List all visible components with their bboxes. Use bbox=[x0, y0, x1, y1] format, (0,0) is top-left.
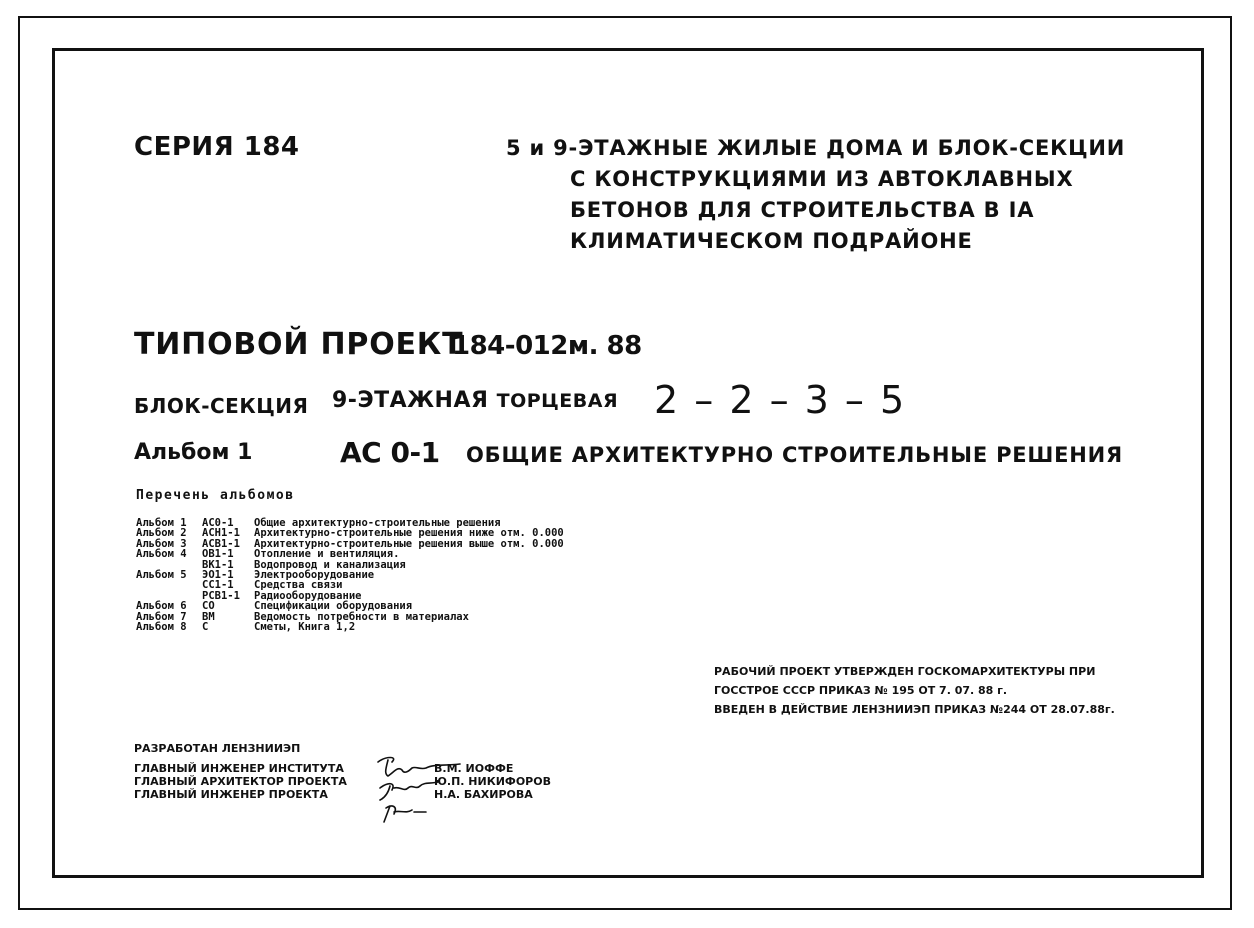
albums-list bbox=[136, 518, 564, 632]
signatories-table bbox=[134, 762, 551, 801]
signatory-row bbox=[134, 775, 551, 788]
section-floors: 9-ЭТАЖНАЯ bbox=[332, 388, 489, 413]
album-list-album: Альбом 6 bbox=[136, 600, 187, 613]
title-line-4: КЛИМАТИЧЕСКОМ ПОДРАЙОНЕ bbox=[570, 229, 973, 253]
album-list-name: Электрооборудование bbox=[254, 568, 375, 581]
album-list-name: Водопровод и канализация bbox=[254, 558, 406, 571]
album-list-code: ОВ1-1 bbox=[202, 548, 234, 561]
album-list-album: Альбом 3 bbox=[136, 537, 187, 550]
album-list-name: Сметы, Книга 1,2 bbox=[254, 620, 356, 633]
signatory-position: ГЛАВНЫЙ ИНЖЕНЕР ПРОЕКТА bbox=[134, 788, 328, 801]
signatory-name: Н.А. БАХИРОВА bbox=[434, 788, 533, 801]
signatory-name: В.М. ИОФФЕ bbox=[434, 762, 514, 775]
album-list-code: ВК1-1 bbox=[202, 558, 234, 571]
album-list-code: СС1-1 bbox=[202, 579, 234, 592]
album-list-name: Радиооборудование bbox=[254, 589, 362, 602]
section-code: 2 – 2 – 3 – 5 bbox=[654, 378, 907, 422]
project-number: 184-012м. 88 bbox=[452, 331, 642, 361]
album-list-code: АСВ1-1 bbox=[202, 537, 240, 550]
album-list-album: Альбом 5 bbox=[136, 568, 187, 581]
series-label: СЕРИЯ 184 bbox=[134, 132, 300, 162]
album-list-code: АС0-1 bbox=[202, 517, 234, 529]
album-list-album: Альбом 8 bbox=[136, 620, 187, 633]
signatory-row bbox=[134, 762, 551, 775]
album-list-album: Альбом 7 bbox=[136, 610, 187, 623]
album-list-album: Альбом 4 bbox=[136, 548, 187, 561]
signatures-drawing bbox=[364, 752, 474, 826]
project-title bbox=[506, 133, 1125, 257]
signatory-position: ГЛАВНЫЙ ИНЖЕНЕР ИНСТИТУТА bbox=[134, 762, 344, 775]
album-list-code: АСН1-1 bbox=[202, 527, 240, 540]
album-label: Альбом 1 bbox=[134, 440, 253, 465]
approval-block bbox=[714, 662, 1115, 719]
section-kind: ТОРЦЕВАЯ bbox=[496, 390, 619, 412]
album-list-name: Средства связи bbox=[254, 579, 343, 592]
title-line-2: С КОНСТРУКЦИЯМИ ИЗ АВТОКЛАВНЫХ bbox=[570, 167, 1074, 191]
signatory-row bbox=[134, 788, 551, 801]
album-code: АС 0-1 bbox=[340, 436, 440, 469]
developer-label: РАЗРАБОТАН ЛЕНЗНИИЭП bbox=[134, 742, 301, 755]
album-list-code: СО bbox=[202, 600, 215, 613]
approval-line-2: ГОССТРОЕ СССР ПРИКАЗ № 195 ОТ 7. 07. 88 г. bbox=[714, 684, 1008, 697]
album-list-name: Отопление и вентиляция. bbox=[254, 548, 400, 561]
albums-list-title: Перечень альбомов bbox=[136, 488, 295, 503]
album-list-code: РСВ1-1 bbox=[202, 589, 240, 602]
album-list-row bbox=[136, 601, 564, 611]
album-list-row bbox=[136, 622, 564, 632]
signatory-position: ГЛАВНЫЙ АРХИТЕКТОР ПРОЕКТА bbox=[134, 775, 347, 788]
album-list-row bbox=[136, 570, 564, 580]
album-list-name: Архитектурно-строительные решения выше отм. 0.000 bbox=[254, 537, 564, 550]
album-list-album: Альбом 2 bbox=[136, 527, 187, 540]
approval-line-1: РАБОЧИЙ ПРОЕКТ УТВЕРЖДЕН ГОСКОМАРХИТЕКТУРЫ ПРИ bbox=[714, 665, 1096, 678]
album-list-name: Общие архитектурно-строительные решения bbox=[254, 517, 501, 529]
section-type bbox=[332, 388, 618, 413]
album-list-album: Альбом 1 bbox=[136, 517, 187, 529]
album-list-name: Архитектурно-строительные решения ниже отм. 0.000 bbox=[254, 527, 564, 540]
title-line-1: 5 и 9-ЭТАЖНЫЕ ЖИЛЫЕ ДОМА И БЛОК-СЕКЦИИ bbox=[506, 136, 1126, 160]
album-list-code: ВМ bbox=[202, 610, 215, 623]
album-list-album bbox=[136, 580, 202, 590]
album-list-name: Ведомость потребности в материалах bbox=[254, 610, 469, 623]
signatory-name: Ю.П. НИКИФОРОВ bbox=[434, 775, 551, 788]
album-list-name: Спецификации оборудования bbox=[254, 600, 413, 613]
handwritten-signatures bbox=[364, 752, 474, 826]
album-list-code: ЭО1-1 bbox=[202, 568, 234, 581]
title-line-3: БЕТОНОВ ДЛЯ СТРОИТЕЛЬСТВА В IА bbox=[570, 198, 1035, 222]
album-list-code: С bbox=[202, 620, 209, 633]
album-name: ОБЩИЕ АРХИТЕКТУРНО СТРОИТЕЛЬНЫЕ РЕШЕНИЯ bbox=[466, 443, 1124, 467]
album-list-row bbox=[136, 549, 564, 559]
approval-line-3: ВВЕДЕН В ДЕЙСТВИЕ ЛЕНЗНИИЭП ПРИКАЗ №244 ОТ 28.07.88г. bbox=[714, 703, 1115, 716]
project-label: ТИПОВОЙ ПРОЕКТ bbox=[134, 327, 464, 362]
section-label: БЛОК-СЕКЦИЯ bbox=[134, 394, 309, 418]
